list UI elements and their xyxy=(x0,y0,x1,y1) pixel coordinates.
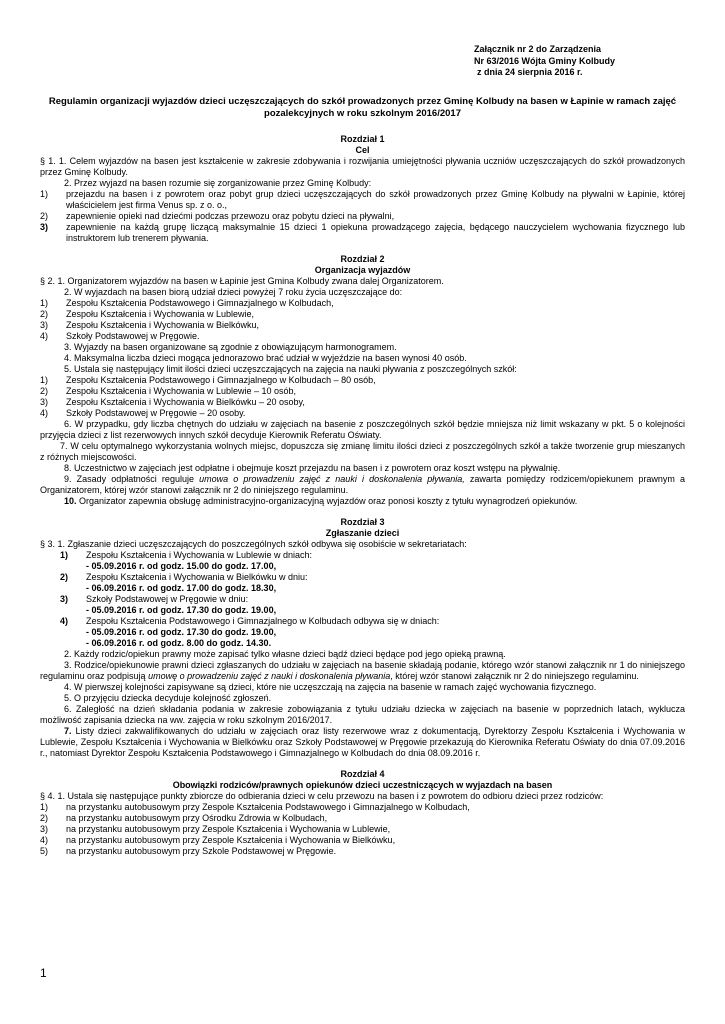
list-item xyxy=(40,835,685,846)
list-item-text: Zespołu Kształcenia i Wychowania w Lublewie w dniach: xyxy=(86,550,313,560)
list-item xyxy=(40,298,685,309)
list-item-text: Zespołu Kształcenia i Wychowania w Lublewie – 10 osób, xyxy=(66,386,297,396)
list-item-number: 4) xyxy=(40,408,49,418)
paragraph: 9. Zasady odpłatności reguluje umowa o prowadzeniu zajęć z nauki i doskonalenia pływania, zawarta pomiędzy rodzicem/opiekunem prawnym a Organizatorem, której wzór stanowi załącznik nr 2 do niniejszego regulaminu. xyxy=(40,474,685,495)
list-item xyxy=(40,375,685,386)
registration-date: - 06.09.2016 r. od godz. 17.00 do godz. 18.30, xyxy=(86,583,277,593)
list-item xyxy=(40,320,685,331)
list-item-number: 3) xyxy=(60,594,69,604)
list-item-text: Szkoły Podstawowej w Pręgowie. xyxy=(66,331,200,341)
list-item-number: 2) xyxy=(60,572,69,582)
list-item xyxy=(40,824,685,835)
paragraph: 5. Ustala się następujący limit ilości dzieci uczęszczających na zajęcia na nauki pływania z poszczególnych szkół: xyxy=(64,364,517,374)
chapter-3-heading xyxy=(40,517,685,539)
chapter-title: Zgłaszanie dzieci xyxy=(325,528,400,538)
paragraph: 8. Uczestnictwo w zajęciach jest odpłatne i obejmuje koszt przejazdu na basen i z powrotem oraz koszt wstępu na pływalnię. xyxy=(64,463,561,473)
paragraph: § 1. 1. Celem wyjazdów na basen jest kształcenie w zakresie zdobywania i rozwijania umiejętności pływania uczniów uczęszczających do szkół prowadzonych przez Gminę Kolbudy. xyxy=(40,156,685,177)
registration-date: - 05.09.2016 r. od godz. 17.30 do godz. 19.00, xyxy=(86,605,277,615)
list-item-text: Zespołu Kształcenia i Wychowania w Lublewie, xyxy=(66,309,255,319)
paragraph: 2. W wyjazdach na basen biorą udział dzieci powyżej 7 roku życia uczęszczające do: xyxy=(64,287,403,297)
list-item-number: 2) xyxy=(40,309,49,319)
list-item-text: na przystanku autobusowym przy Zespole Kształcenia i Wychowania w Lublewie, xyxy=(66,824,391,834)
list-item-number: 4) xyxy=(60,616,69,626)
list-item-number: 4) xyxy=(40,331,49,341)
paragraph: § 2. 1. Organizatorem wyjazdów na basen w Łapinie jest Gmina Kolbudy zwana dalej Organizatorem. xyxy=(40,276,444,286)
paragraph: § 4. 1. Ustala się następujące punkty zbiorcze do odbierania dzieci w celu przewozu na basen i z powrotem do odbioru dzieci przez rodziców: xyxy=(40,791,604,801)
registration-list xyxy=(40,550,685,649)
paragraph: 7. W celu optymalnego wykorzystania wolnych miejsc, dopuszcza się zmianę limitu ilości dzieci z poszczególnych szkół a także tworzenie grup mieszanych z różnych miejscowości. xyxy=(40,441,685,462)
list-item-number: 1) xyxy=(40,298,49,308)
paragraph: § 3. 1. Zgłaszanie dzieci uczęszczających do poszczególnych szkół odbywa się osobiście w sekretariatach: xyxy=(40,539,467,549)
chapter-2-heading xyxy=(40,254,685,276)
page-number: 1 xyxy=(40,966,47,980)
list-item-text: Szkoły Podstawowej w Pręgowie w dniu: xyxy=(86,594,249,604)
list-item xyxy=(40,572,685,583)
document-body xyxy=(40,134,685,857)
list-item: 2) zapewnienie opieki nad dziećmi podczas przewozu oraz pobytu dzieci na pływalni, xyxy=(40,211,395,221)
list-item-number: 2) xyxy=(40,813,49,823)
header-line-1: Załącznik nr 2 do Zarządzenia xyxy=(474,44,602,54)
chapter-title: Obowiązki rodziców/prawnych opiekunów dzieci uczestniczących w wyjazdach na basen xyxy=(172,780,553,790)
paragraph: 3. Wyjazdy na basen organizowane są zgodnie z obowiązującym harmonogramem. xyxy=(64,342,397,352)
header-line-2: Nr 63/2016 Wójta Gminy Kolbudy xyxy=(474,55,616,66)
paragraph: 2. Przez wyjazd na basen rozumie się zorganizowanie przez Gminę Kolbudy: xyxy=(64,178,372,188)
list-item-text: Zespołu Kształcenia i Wychowania w Bielkówku, xyxy=(66,320,260,330)
list-item-number: 1) xyxy=(60,550,69,560)
chapter-title: Organizacja wyjazdów xyxy=(314,265,411,275)
list-item-text: Zespołu Kształcenia i Wychowania w Bielkówku w dniu: xyxy=(86,572,308,582)
list-item xyxy=(40,594,685,605)
list-item-number: 5) xyxy=(40,846,49,856)
limit-list xyxy=(40,375,685,419)
list-item-number: 3) xyxy=(40,824,49,834)
paragraph: 4. W pierwszej kolejności zapisywane są dzieci, które nie uczęszczają na zajęcia na basenie w ramach zajęć wychowania fizycznego. xyxy=(64,682,597,692)
registration-date: - 05.09.2016 r. od godz. 17.30 do godz. 19.00, xyxy=(86,627,277,637)
chapter-number: Rozdział 4 xyxy=(340,769,385,779)
paragraph: 6. Zaległość na dzień składania podania w zakresie zobowiązania z tytułu udziału dziecka w zajęciach na basenie w poprzednich latach, wyklucza możliwość zapisania dziecka na ww. zajęcia w roku szkolnym 2016/2017. xyxy=(40,704,685,725)
list-item xyxy=(40,802,685,813)
header-line-3: z dnia 24 sierpnia 2016 r. xyxy=(477,67,583,77)
paragraph: 10. Organizator zapewnia obsługę administracyjno-organizacyjną wyjazdów oraz ponosi koszty z tytułu wynagrodzeń opiekunów. xyxy=(64,496,578,506)
list-item: 3) zapewnienie na każdą grupę liczącą maksymalnie 15 dzieci 1 opiekuna prowadzącego zajęcia, będącego nauczycielem wychowania fizycznego lub instruktorem lub trenerem pływania. xyxy=(40,222,685,243)
list-item-text: na przystanku autobusowym przy Szkole Podstawowej w Pręgowie. xyxy=(66,846,337,856)
chapter-number: Rozdział 3 xyxy=(340,517,385,527)
list-item-text: Zespołu Kształcenia Podstawowego i Gimnazjalnego w Kolbudach odbywa się w dniach: xyxy=(86,616,440,626)
registration-date: - 05.09.2016 r. od godz. 15.00 do godz. 17.00, xyxy=(86,561,277,571)
list-item-text: Zespołu Kształcenia Podstawowego i Gimnazjalnego w Kolbudach – 80 osób, xyxy=(66,375,376,385)
document-title: Regulamin organizacji wyjazdów dzieci uczęszczających do szkół prowadzonych przez Gminę Kolbudy na basen w Łapinie w ramach zajęć pozalekcyjnych w roku szkolnym 2016/2017 xyxy=(48,96,677,119)
list-item xyxy=(40,813,685,824)
chapter-4-heading xyxy=(40,769,685,791)
list-item-text: Zespołu Kształcenia i Wychowania w Bielkówku – 20 osoby, xyxy=(66,397,305,407)
list-item-number: 1) xyxy=(40,802,49,812)
list-item-text: na przystanku autobusowym przy Zespole Kształcenia i Wychowania w Bielkówku, xyxy=(66,835,396,845)
list-item-text: na przystanku autobusowym przy Zespole Kształcenia Podstawowego i Gimnazjalnego w Kolbudach, xyxy=(66,802,470,812)
list-item xyxy=(40,616,685,627)
list-item-text: na przystanku autobusowym przy Ośrodku Zdrowia w Kolbudach, xyxy=(66,813,328,823)
list-item xyxy=(40,386,685,397)
list-item-number: 3) xyxy=(40,320,49,330)
registration-date: - 06.09.2016 r. od godz. 8.00 do godz. 14.30. xyxy=(86,638,272,648)
paragraph: 7. Listy dzieci zakwalifikowanych do udziału w zajęciach oraz listy rezerwowe wraz z dokumentacją, Dyrektorzy Zespołu Kształcenia i Wychowania w Lublewie, Zespołu Kształcenia i Wychowania w Bielkówku oraz Szkoły Podstawowej w Pręgowie przekazują do Kierownika Referatu Oświaty do dnia 07.09.2016 r., natomiast Dyrektor Zespołu Kształcenia Podstawowego i Gimnazjalnego w Kolbudach do dnia 08.09.2016 r. xyxy=(40,726,685,758)
attachment-header xyxy=(474,44,615,79)
list-item-text: Szkoły Podstawowej w Pręgowie – 20 osoby. xyxy=(66,408,246,418)
list-item xyxy=(40,846,685,857)
paragraph: 6. W przypadku, gdy liczba chętnych do udziału w zajęciach na basenie z poszczególnych szkół będzie mniejsza niż limit wskazany w pkt. 5 o kolejności przyjęcia dzieci z list rezerwowych innych szkół decyduje Kierownik Referatu Oświaty. xyxy=(40,419,685,440)
paragraph: 2. Każdy rodzic/opiekun prawny może zapisać tylko własne dzieci bądź dzieci będące pod jego opieką prawną. xyxy=(64,649,506,659)
list-item xyxy=(40,550,685,561)
school-list xyxy=(40,298,685,342)
chapter-number: Rozdział 1 xyxy=(340,134,385,144)
list-item xyxy=(40,408,685,419)
list-item xyxy=(40,397,685,408)
chapter-number: Rozdział 2 xyxy=(340,254,385,264)
list-item-number: 1) xyxy=(40,375,49,385)
list-item: 1) przejazdu na basen i z powrotem oraz pobyt grup dzieci uczęszczających do szkół prowadzonych przez Gminę Kolbudy na pływalni w Łapinie, której właścicielem jest firma Venus sp. z o. o., xyxy=(40,189,685,210)
list-item xyxy=(40,309,685,320)
chapter-1-heading xyxy=(40,134,685,156)
list-item-number: 4) xyxy=(40,835,49,845)
paragraph: 5. O przyjęciu dziecka decyduje kolejność zgłoszeń. xyxy=(64,693,272,703)
list-item xyxy=(40,331,685,342)
paragraph: 4. Maksymalna liczba dzieci mogąca jednorazowo brać udział w wyjeździe na basen wynosi 40 osób. xyxy=(64,353,467,363)
chapter-title: Cel xyxy=(355,145,370,155)
paragraph: 3. Rodzice/opiekunowie prawni dzieci zgłaszanych do udziału w zajęciach na basenie składają podanie, którego wzór stanowi załącznik nr 1 do niniejszego regulaminu oraz podpisują umowę o prowadzeniu zajęć z nauki i doskonalenia pływania, której wzór stanowi załącznik nr 2 do niniejszego regulaminu. xyxy=(40,660,685,681)
list-item-text: Zespołu Kształcenia Podstawowego i Gimnazjalnego w Kolbudach, xyxy=(66,298,334,308)
pickup-points-list xyxy=(40,802,685,857)
list-item-number: 3) xyxy=(40,397,49,407)
list-item-number: 2) xyxy=(40,386,49,396)
